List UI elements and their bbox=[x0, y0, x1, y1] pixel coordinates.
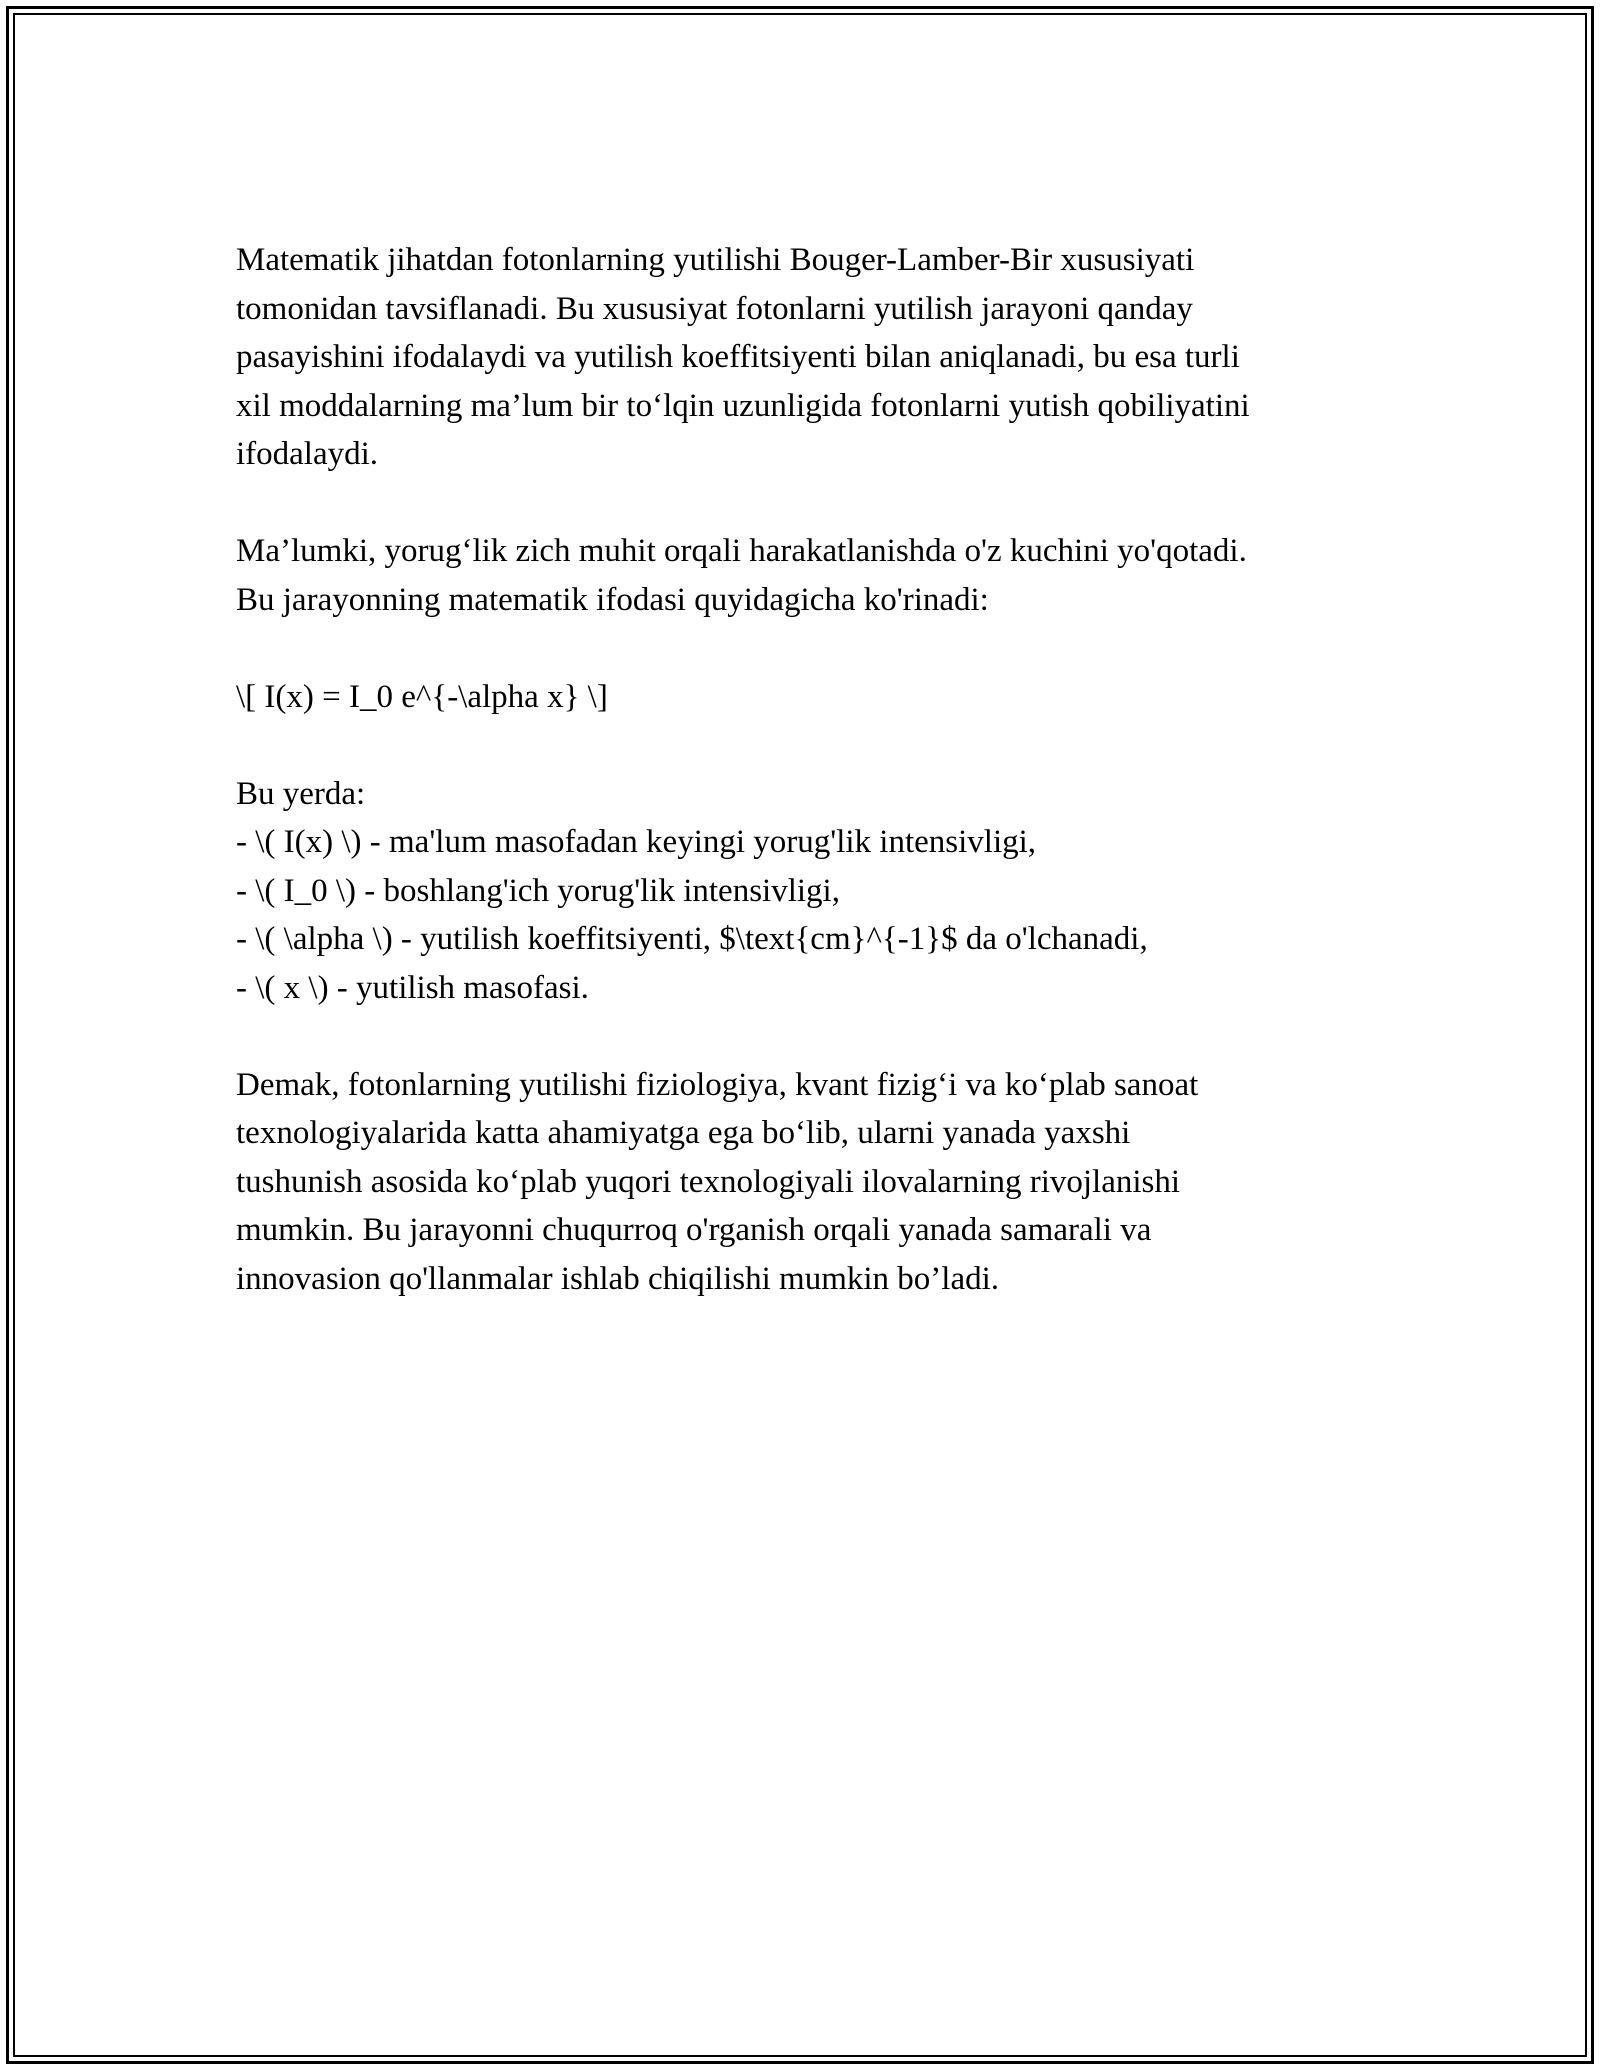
text-line: Matematik jihatdan fotonlarning yutilishi Bouger-Lamber-Bir xususiyati bbox=[236, 242, 1195, 278]
text-line: pasayishini ifodalaydi va yutilish koeffitsiyenti bilan aniqlanadi, bu esa turli bbox=[236, 339, 1240, 375]
text-line: tushunish asosida ko‘plab yuqori texnologiyali ilovalarning rivojlanishi bbox=[236, 1163, 1181, 1200]
text-line: innovasion qo'llanmalar ishlab chiqilishi mumkin bo’ladi. bbox=[236, 1260, 1000, 1297]
paragraph-light-loss bbox=[236, 527, 1376, 624]
text-line: Bu jarayonning matematik ifodasi quyidagicha ko'rinadi: bbox=[236, 581, 989, 618]
text-line: ifodalaydi. bbox=[236, 436, 379, 472]
text-line: tomonidan tavsiflanadi. Bu xususiyat fotonlarni yutilish jarayoni qanday bbox=[236, 290, 1193, 327]
text-line: Ma’lumki, yorug‘lik zich muhit orqali harakatlanishda o'z kuchini yo'qotadi. bbox=[236, 533, 1247, 569]
paragraph-intro bbox=[236, 236, 1376, 479]
definition-item: - \( \alpha \) - yutilish koeffitsiyenti, $\text{cm}^{-1}$ da o'lchanadi, bbox=[236, 921, 1148, 957]
document-body bbox=[236, 236, 1376, 1352]
equation-line: \[ I(x) = I_0 e^{-\alpha x} \] bbox=[236, 678, 608, 715]
text-line: Demak, fotonlarning yutilishi fiziologiya, kvant fizig‘i va ko‘plab sanoat bbox=[236, 1066, 1199, 1103]
definitions-list bbox=[236, 770, 1376, 1013]
definitions-heading: Bu yerda: bbox=[236, 775, 366, 812]
definition-item: - \( I(x) \) - ma'lum masofadan keyingi yorug'lik intensivligi, bbox=[236, 824, 1037, 860]
paragraph-conclusion bbox=[236, 1061, 1376, 1304]
text-line: xil moddalarning ma’lum bir to‘lqin uzunligida fotonlarni yutish qobiliyatini bbox=[236, 387, 1250, 424]
definition-item: - \( x \) - yutilish masofasi. bbox=[236, 969, 589, 1006]
definition-item: - \( I_0 \) - boshlang'ich yorug'lik intensivligi, bbox=[236, 872, 840, 909]
text-line: mumkin. Bu jarayonni chuqurroq o'rganish orqali yanada samarali va bbox=[236, 1212, 1152, 1248]
text-line: texnologiyalarida katta ahamiyatga ega bo‘lib, ularni yanada yaxshi bbox=[236, 1115, 1131, 1151]
equation-block bbox=[236, 673, 1376, 722]
